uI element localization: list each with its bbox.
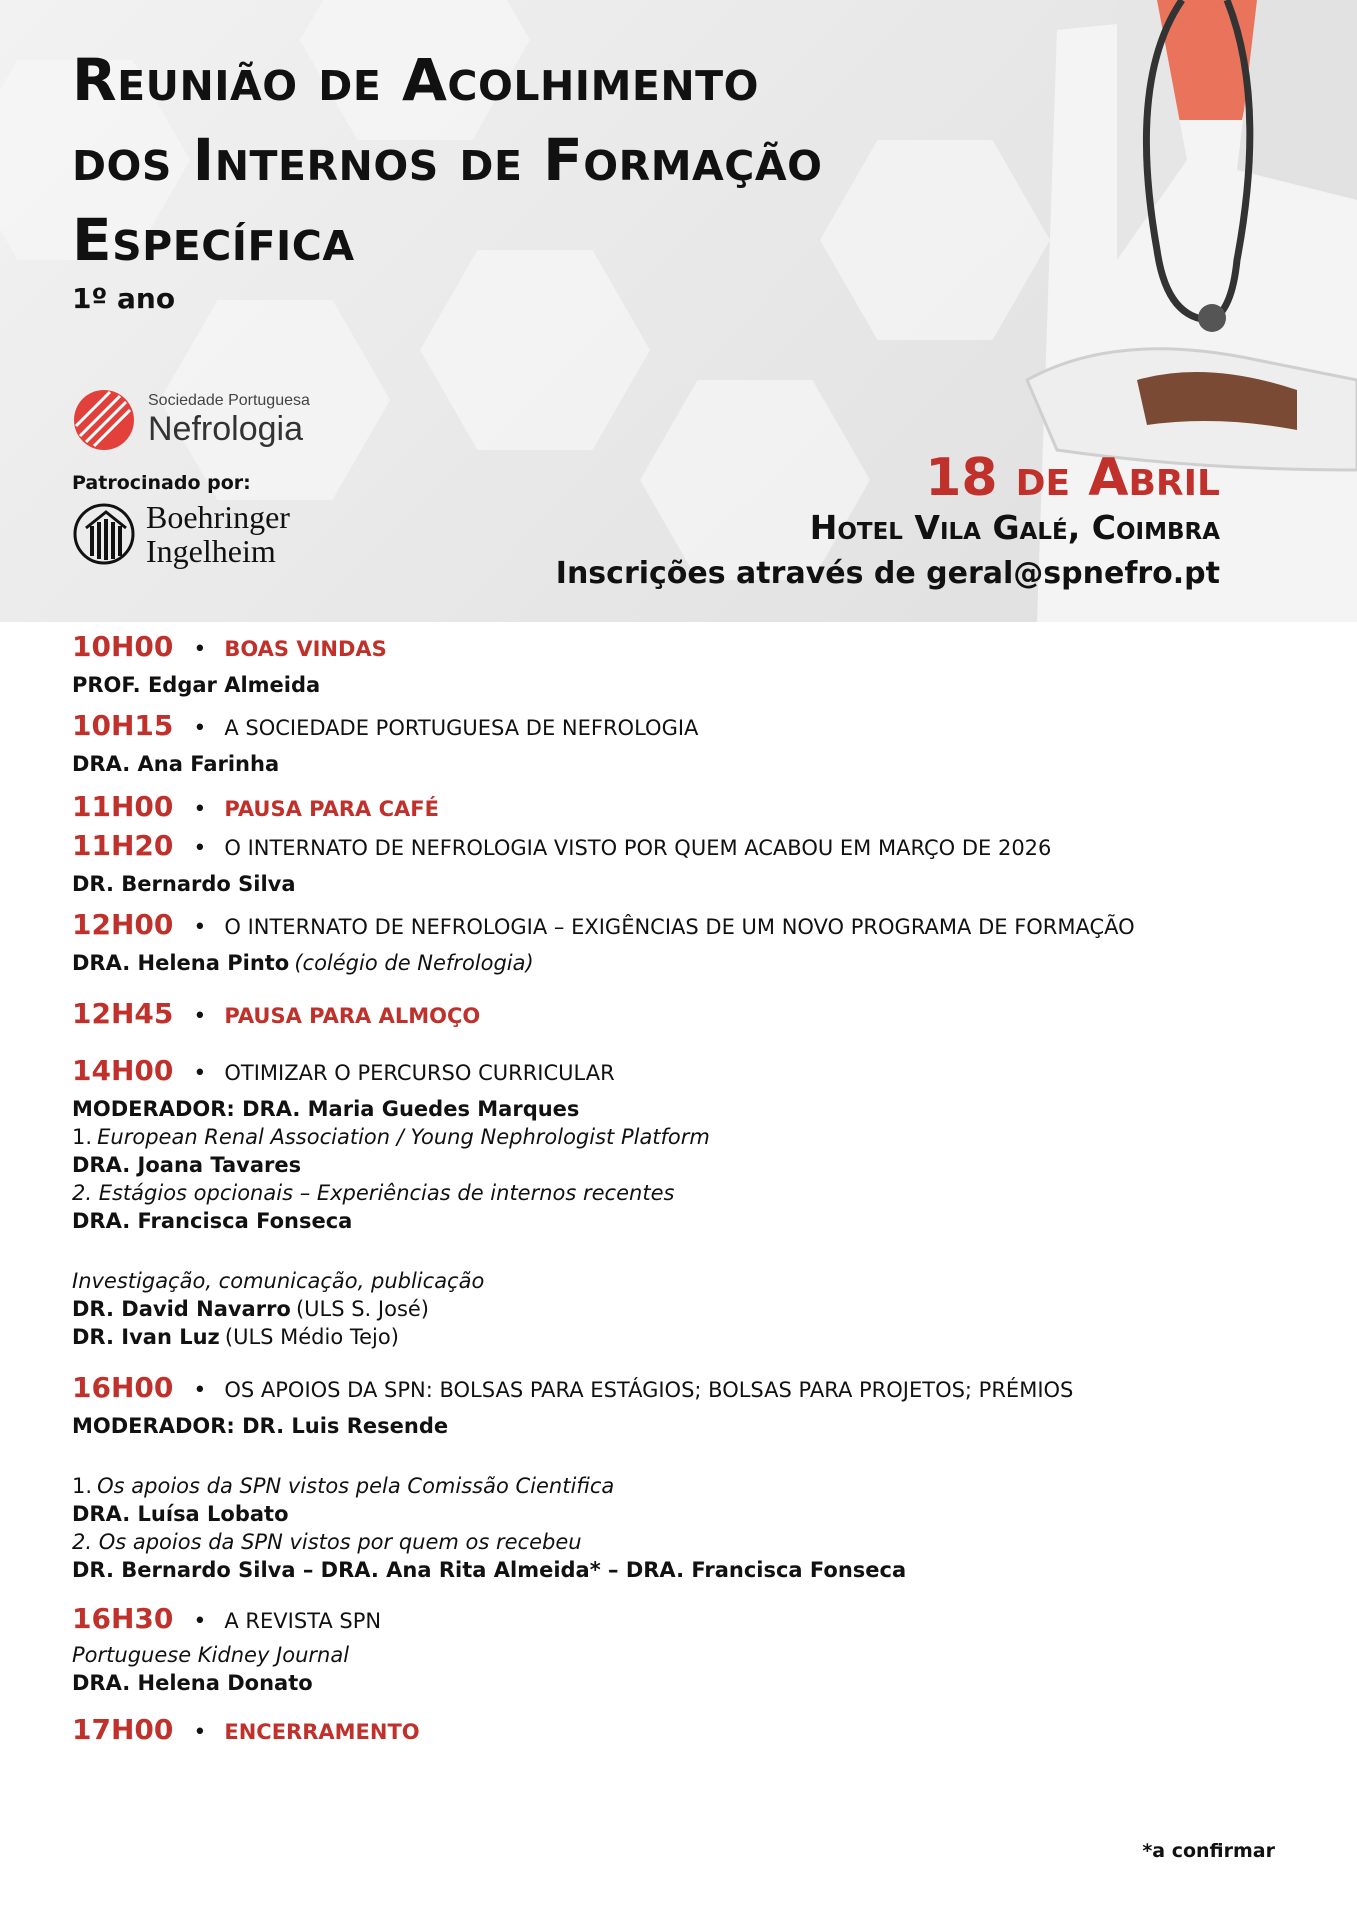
bullet-separator: • <box>193 915 207 940</box>
speaker-affiliation: (colégio de Nefrologia) <box>294 951 534 975</box>
slot-title: O INTERNATO DE NEFROLOGIA VISTO POR QUEM ACABOU EM MARÇO DE 2026 <box>224 836 1052 860</box>
item-speaker: DR. Bernardo Silva – DRA. Ana Rita Almeida* – DRA. Francisca Fonseca <box>72 1558 907 1582</box>
page-title <box>72 40 1032 280</box>
slot-moderator: MODERADOR: DRA. Maria Guedes Marques <box>72 1097 580 1121</box>
item-speaker: DRA. Francisca Fonseca <box>72 1209 353 1233</box>
slot-title: BOAS VINDAS <box>224 637 387 661</box>
background-hexagon <box>420 250 650 450</box>
sponsor-logo <box>72 500 290 568</box>
item-speaker: DRA. Luísa Lobato <box>72 1502 289 1526</box>
spn-logo-small-text: Sociedade Portuguesa <box>148 392 310 409</box>
spn-logo-icon <box>72 388 136 452</box>
slot-time: 10H00 <box>72 630 174 663</box>
item-speaker: DR. Ivan Luz <box>72 1325 220 1349</box>
bullet-separator: • <box>193 1609 207 1634</box>
slot-time: 11H00 <box>72 790 174 823</box>
item-speaker-row <box>72 1325 1292 1349</box>
item-speaker-row <box>72 1297 1292 1321</box>
slot-speaker: DRA. Helena Donato <box>72 1671 313 1695</box>
slot-title: O INTERNATO DE NEFROLOGIA – EXIGÊNCIAS DE UM NOVO PROGRAMA DE FORMAÇÃO <box>224 915 1135 939</box>
slot-note: Portuguese Kidney Journal <box>72 1643 350 1667</box>
bullet-separator: • <box>193 1004 207 1029</box>
agenda-slot <box>72 1054 1292 1087</box>
slot-time: 12H45 <box>72 997 174 1030</box>
slot-title: OTIMIZAR O PERCURSO CURRICULAR <box>224 1061 615 1085</box>
bullet-separator: • <box>193 637 207 662</box>
item-title: 2. Os apoios da SPN vistos por quem os recebeu <box>72 1530 582 1554</box>
session-item <box>72 1125 1292 1149</box>
item-title: Investigação, comunicação, publicação <box>72 1269 485 1293</box>
item-number: 1. <box>72 1125 93 1149</box>
bullet-separator: • <box>193 716 207 741</box>
bullet-separator: • <box>193 836 207 861</box>
bullet-separator: • <box>193 1720 207 1745</box>
agenda-slot <box>72 790 1292 823</box>
header-banner <box>0 0 1357 622</box>
item-speaker: DR. David Navarro <box>72 1297 291 1321</box>
slot-title: PAUSA PARA ALMOÇO <box>224 1004 481 1028</box>
slot-time: 14H00 <box>72 1054 174 1087</box>
event-date: 18 de Abril <box>925 448 1220 508</box>
item-title: 2. Estágios opcionais – Experiências de internos recentes <box>72 1181 675 1205</box>
slot-title: PAUSA PARA CAFÉ <box>224 797 439 821</box>
bullet-separator: • <box>193 1378 207 1403</box>
sponsor-label: Patrocinado por: <box>72 472 251 494</box>
footnote: *a confirmar <box>1142 1840 1275 1862</box>
speaker-affiliation: (ULS Médio Tejo) <box>224 1325 399 1349</box>
slot-title: A REVISTA SPN <box>224 1609 382 1633</box>
title-line-3: Específica <box>72 206 355 274</box>
item-title: European Renal Association / Young Nephrologist Platform <box>97 1125 710 1149</box>
subtitle: 1º ano <box>72 282 176 315</box>
slot-speaker: DR. Bernardo Silva <box>72 872 296 896</box>
slot-time: 11H20 <box>72 829 174 862</box>
bullet-separator: • <box>193 797 207 822</box>
slot-speaker: DRA. Helena Pinto <box>72 951 290 975</box>
background-hexagon <box>640 380 870 580</box>
registration-info: Inscrições através de geral@spnefro.pt <box>555 556 1220 591</box>
agenda-slot <box>72 1713 1292 1746</box>
event-venue: Hotel Vila Galé, Coimbra <box>809 508 1220 547</box>
slot-speaker: DRA. Ana Farinha <box>72 752 280 776</box>
item-speaker: DRA. Joana Tavares <box>72 1153 302 1177</box>
agenda-slot <box>72 997 1292 1030</box>
agenda-slot <box>72 829 1292 862</box>
speaker-affiliation: (ULS S. José) <box>295 1297 429 1321</box>
item-number: 1. <box>72 1474 93 1498</box>
slot-time: 16H30 <box>72 1602 174 1635</box>
sponsor-name-line-2: Ingelheim <box>146 533 276 569</box>
bullet-separator: • <box>193 1061 207 1086</box>
slot-title: ENCERRAMENTO <box>224 1720 420 1744</box>
spn-logo-name: Nefrologia <box>148 410 303 448</box>
slot-time: 16H00 <box>72 1371 174 1404</box>
agenda-slot <box>72 709 1292 742</box>
slot-moderator: MODERADOR: DR. Luis Resende <box>72 1414 449 1438</box>
slot-time: 12H00 <box>72 908 174 941</box>
sponsor-name-line-1: Boehringer <box>146 499 290 535</box>
slot-title: A SOCIEDADE PORTUGUESA DE NEFROLOGIA <box>224 716 699 740</box>
agenda <box>72 630 1292 1746</box>
slot-time: 17H00 <box>72 1713 174 1746</box>
slot-time: 10H15 <box>72 709 174 742</box>
session-item <box>72 1474 1292 1498</box>
agenda-slot <box>72 630 1292 663</box>
boehringer-logo-icon <box>72 502 136 566</box>
item-title: Os apoios da SPN vistos pela Comissão Cientifica <box>97 1474 615 1498</box>
title-line-2: dos Internos de Formação <box>72 126 823 194</box>
agenda-slot <box>72 908 1292 941</box>
spn-logo <box>72 388 310 452</box>
slot-title: OS APOIOS DA SPN: BOLSAS PARA ESTÁGIOS; BOLSAS PARA PROJETOS; PRÉMIOS <box>224 1378 1074 1402</box>
slot-speaker-row <box>72 951 1292 975</box>
agenda-slot <box>72 1371 1292 1404</box>
agenda-slot <box>72 1602 1292 1635</box>
title-line-1: Reunião de Acolhimento <box>72 46 760 114</box>
slot-speaker: PROF. Edgar Almeida <box>72 673 321 697</box>
